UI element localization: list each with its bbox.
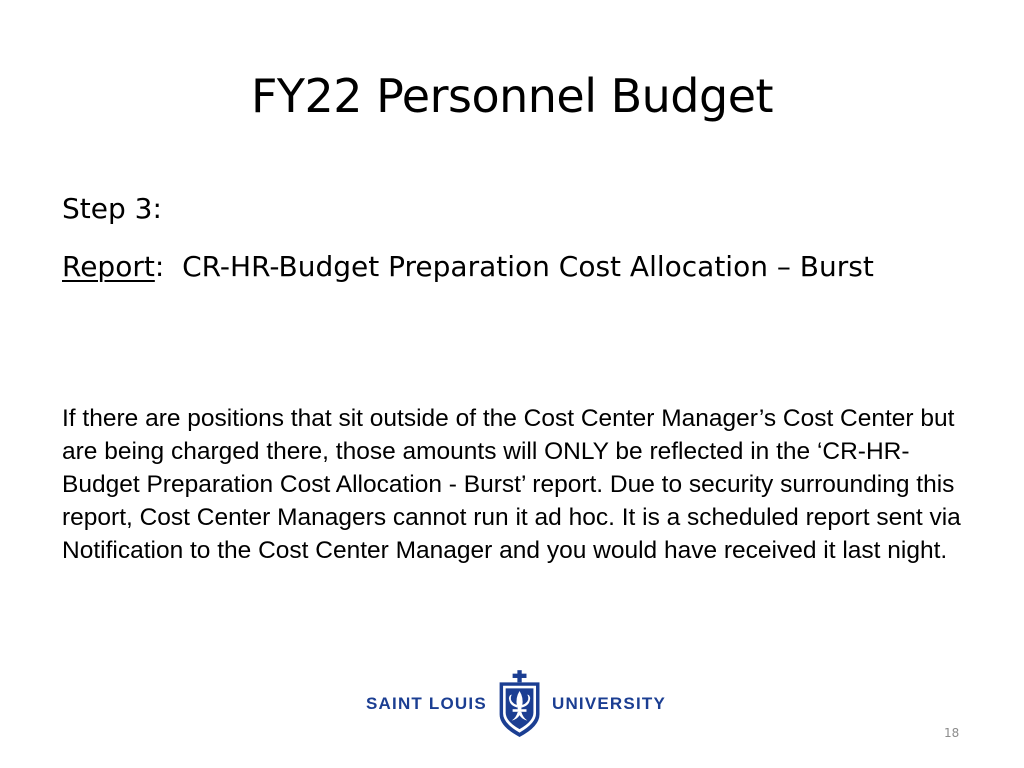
step-label: Step 3:: [62, 192, 162, 225]
logo-left-word: SAINT LOUIS: [366, 694, 487, 713]
report-label: Report: [62, 250, 155, 283]
body-paragraph: If there are positions that sit outside of the Cost Center Manager’s Cost Center but are being charged there, those amounts will ONLY be reflected in the ‘CR-HR-Budget Preparation Cost Allocation - Burst’ report. Due to security surrounding this report, Cost Center Managers cannot run it ad hoc. It is a scheduled report sent via Notification to the Cost Center Manager and you would have received it last night.: [62, 405, 961, 564]
fleur-de-lis-shield-icon: [497, 664, 542, 744]
page-number: 18: [944, 726, 960, 740]
report-line: [62, 244, 962, 290]
slide-title: FY22 Personnel Budget: [250, 69, 774, 123]
university-logo: [366, 664, 666, 744]
report-separator: :: [154, 250, 183, 283]
report-name: CR-HR-Budget Preparation Cost Allocation – Burst: [182, 250, 874, 283]
logo-right-word: UNIVERSITY: [551, 694, 666, 713]
